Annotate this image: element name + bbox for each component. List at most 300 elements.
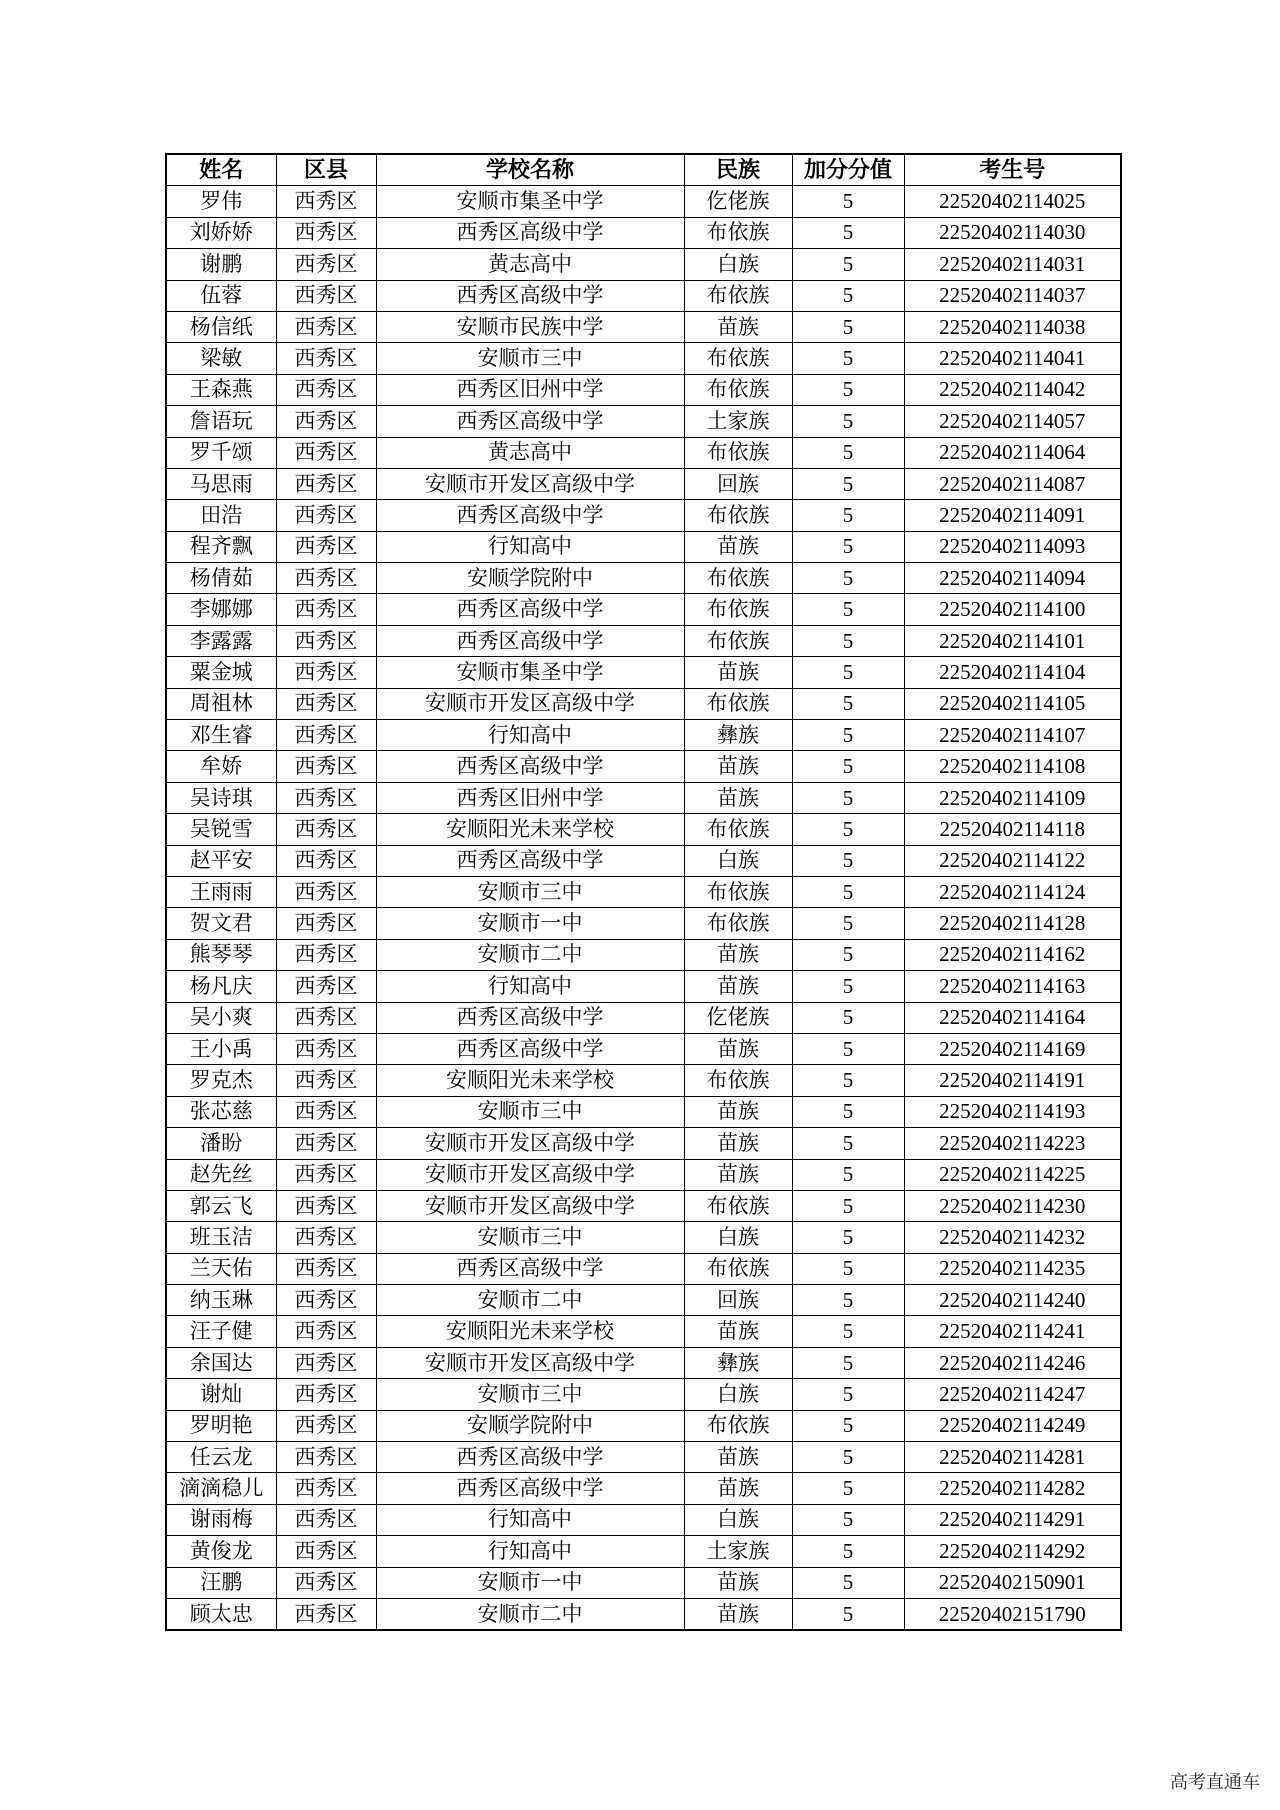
cell-bonus-points: 5 <box>792 531 904 562</box>
cell-school: 安顺阳光未来学校 <box>376 1316 684 1347</box>
table-row <box>166 1222 1121 1253</box>
cell-district: 西秀区 <box>276 688 376 719</box>
cell-name: 班玉洁 <box>166 1222 276 1253</box>
cell-school: 安顺市开发区高级中学 <box>376 1128 684 1159</box>
table-row <box>166 468 1121 499</box>
cell-bonus-points: 5 <box>792 280 904 311</box>
cell-exam-number: 22520402114169 <box>904 1033 1121 1064</box>
table-row <box>166 500 1121 531</box>
table-row <box>166 688 1121 719</box>
cell-ethnicity: 布依族 <box>684 1410 792 1441</box>
cell-name: 周祖林 <box>166 688 276 719</box>
table-row <box>166 1033 1121 1064</box>
cell-district: 西秀区 <box>276 939 376 970</box>
cell-ethnicity: 布依族 <box>684 563 792 594</box>
cell-school: 安顺学院附中 <box>376 563 684 594</box>
cell-bonus-points: 5 <box>792 1316 904 1347</box>
cell-ethnicity: 白族 <box>684 1222 792 1253</box>
cell-bonus-points: 5 <box>792 1002 904 1033</box>
table-row <box>166 1096 1121 1127</box>
table-row <box>166 1567 1121 1598</box>
cell-ethnicity: 布依族 <box>684 343 792 374</box>
cell-exam-number: 22520402114109 <box>904 782 1121 813</box>
cell-name: 谢鹏 <box>166 249 276 280</box>
cell-bonus-points: 5 <box>792 814 904 845</box>
cell-name: 任云龙 <box>166 1442 276 1473</box>
cell-name: 熊琴琴 <box>166 939 276 970</box>
table-row <box>166 908 1121 939</box>
cell-ethnicity: 布依族 <box>684 280 792 311</box>
cell-ethnicity: 布依族 <box>684 437 792 468</box>
cell-bonus-points: 5 <box>792 1190 904 1221</box>
cell-name: 滴滴稳儿 <box>166 1473 276 1504</box>
cell-ethnicity: 布依族 <box>684 908 792 939</box>
table-row <box>166 876 1121 907</box>
cell-district: 西秀区 <box>276 845 376 876</box>
cell-school: 安顺市开发区高级中学 <box>376 1190 684 1221</box>
cell-bonus-points: 5 <box>792 720 904 751</box>
cell-ethnicity: 苗族 <box>684 657 792 688</box>
cell-district: 西秀区 <box>276 468 376 499</box>
header-district: 区县 <box>276 154 376 186</box>
cell-district: 西秀区 <box>276 437 376 468</box>
cell-bonus-points: 5 <box>792 1253 904 1284</box>
table-row <box>166 1285 1121 1316</box>
cell-bonus-points: 5 <box>792 468 904 499</box>
cell-ethnicity: 苗族 <box>684 971 792 1002</box>
header-ethnicity: 民族 <box>684 154 792 186</box>
cell-exam-number: 22520402114247 <box>904 1379 1121 1410</box>
cell-ethnicity: 白族 <box>684 249 792 280</box>
cell-district: 西秀区 <box>276 311 376 342</box>
cell-exam-number: 22520402114292 <box>904 1536 1121 1567</box>
cell-district: 西秀区 <box>276 343 376 374</box>
table-row <box>166 1536 1121 1567</box>
cell-district: 西秀区 <box>276 625 376 656</box>
cell-bonus-points: 5 <box>792 751 904 782</box>
cell-school: 行知高中 <box>376 1504 684 1535</box>
cell-ethnicity: 苗族 <box>684 1598 792 1630</box>
cell-school: 安顺市二中 <box>376 1285 684 1316</box>
cell-bonus-points: 5 <box>792 249 904 280</box>
table-row <box>166 1410 1121 1441</box>
cell-ethnicity: 苗族 <box>684 939 792 970</box>
header-name: 姓名 <box>166 154 276 186</box>
cell-ethnicity: 回族 <box>684 468 792 499</box>
cell-exam-number: 22520402114087 <box>904 468 1121 499</box>
cell-bonus-points: 5 <box>792 311 904 342</box>
cell-name: 谢灿 <box>166 1379 276 1410</box>
cell-bonus-points: 5 <box>792 908 904 939</box>
cell-exam-number: 22520402114223 <box>904 1128 1121 1159</box>
cell-name: 杨凡庆 <box>166 971 276 1002</box>
cell-school: 西秀区高级中学 <box>376 845 684 876</box>
cell-school: 西秀区旧州中学 <box>376 782 684 813</box>
cell-school: 西秀区高级中学 <box>376 1442 684 1473</box>
header-bonus-points: 加分分值 <box>792 154 904 186</box>
table-row <box>166 751 1121 782</box>
cell-ethnicity: 苗族 <box>684 1128 792 1159</box>
cell-exam-number: 22520402114042 <box>904 374 1121 405</box>
table-row <box>166 531 1121 562</box>
cell-exam-number: 22520402114246 <box>904 1347 1121 1378</box>
cell-bonus-points: 5 <box>792 1598 904 1630</box>
table-row <box>166 1316 1121 1347</box>
cell-name: 罗明艳 <box>166 1410 276 1441</box>
cell-school: 黄志高中 <box>376 249 684 280</box>
table-row <box>166 406 1121 437</box>
table-row <box>166 563 1121 594</box>
cell-name: 杨信纸 <box>166 311 276 342</box>
cell-school: 安顺市二中 <box>376 939 684 970</box>
cell-district: 西秀区 <box>276 406 376 437</box>
table-row <box>166 845 1121 876</box>
cell-name: 罗克杰 <box>166 1065 276 1096</box>
cell-name: 贺文君 <box>166 908 276 939</box>
table-row <box>166 1002 1121 1033</box>
cell-name: 牟娇 <box>166 751 276 782</box>
cell-district: 西秀区 <box>276 217 376 248</box>
cell-school: 行知高中 <box>376 531 684 562</box>
cell-school: 西秀区高级中学 <box>376 500 684 531</box>
cell-name: 王小禹 <box>166 1033 276 1064</box>
cell-exam-number: 22520402114025 <box>904 186 1121 217</box>
cell-ethnicity: 彝族 <box>684 1347 792 1378</box>
cell-exam-number: 22520402114240 <box>904 1285 1121 1316</box>
cell-exam-number: 22520402114100 <box>904 594 1121 625</box>
cell-name: 潘盼 <box>166 1128 276 1159</box>
table-row <box>166 1065 1121 1096</box>
cell-name: 粟金城 <box>166 657 276 688</box>
cell-name: 赵平安 <box>166 845 276 876</box>
cell-bonus-points: 5 <box>792 1410 904 1441</box>
cell-ethnicity: 布依族 <box>684 500 792 531</box>
cell-school: 行知高中 <box>376 1536 684 1567</box>
cell-ethnicity: 布依族 <box>684 876 792 907</box>
cell-school: 安顺阳光未来学校 <box>376 814 684 845</box>
cell-bonus-points: 5 <box>792 594 904 625</box>
cell-name: 谢雨梅 <box>166 1504 276 1535</box>
table-row <box>166 782 1121 813</box>
cell-name: 纳玉琳 <box>166 1285 276 1316</box>
cell-exam-number: 22520402114235 <box>904 1253 1121 1284</box>
table-row <box>166 939 1121 970</box>
cell-exam-number: 22520402151790 <box>904 1598 1121 1630</box>
cell-school: 安顺市三中 <box>376 1379 684 1410</box>
cell-bonus-points: 5 <box>792 500 904 531</box>
cell-name: 詹语玩 <box>166 406 276 437</box>
table-row <box>166 374 1121 405</box>
table-row <box>166 971 1121 1002</box>
cell-name: 王雨雨 <box>166 876 276 907</box>
cell-exam-number: 22520402114291 <box>904 1504 1121 1535</box>
cell-exam-number: 22520402114093 <box>904 531 1121 562</box>
header-row <box>166 154 1121 186</box>
cell-name: 吴诗琪 <box>166 782 276 813</box>
cell-ethnicity: 回族 <box>684 1285 792 1316</box>
cell-name: 汪鹏 <box>166 1567 276 1598</box>
cell-ethnicity: 苗族 <box>684 1159 792 1190</box>
cell-district: 西秀区 <box>276 374 376 405</box>
cell-district: 西秀区 <box>276 1033 376 1064</box>
cell-exam-number: 22520402114232 <box>904 1222 1121 1253</box>
cell-district: 西秀区 <box>276 782 376 813</box>
cell-name: 赵先丝 <box>166 1159 276 1190</box>
cell-school: 西秀区旧州中学 <box>376 374 684 405</box>
cell-name: 顾太忠 <box>166 1598 276 1630</box>
cell-school: 西秀区高级中学 <box>376 1253 684 1284</box>
cell-exam-number: 22520402114163 <box>904 971 1121 1002</box>
cell-school: 安顺市集圣中学 <box>376 657 684 688</box>
cell-exam-number: 22520402150901 <box>904 1567 1121 1598</box>
table-row <box>166 657 1121 688</box>
table-row <box>166 249 1121 280</box>
cell-bonus-points: 5 <box>792 1536 904 1567</box>
cell-district: 西秀区 <box>276 720 376 751</box>
cell-exam-number: 22520402114038 <box>904 311 1121 342</box>
cell-bonus-points: 5 <box>792 343 904 374</box>
cell-district: 西秀区 <box>276 1504 376 1535</box>
cell-bonus-points: 5 <box>792 657 904 688</box>
cell-name: 汪子健 <box>166 1316 276 1347</box>
cell-ethnicity: 布依族 <box>684 625 792 656</box>
cell-district: 西秀区 <box>276 1159 376 1190</box>
cell-name: 郭云飞 <box>166 1190 276 1221</box>
cell-district: 西秀区 <box>276 1442 376 1473</box>
cell-district: 西秀区 <box>276 657 376 688</box>
cell-ethnicity: 白族 <box>684 845 792 876</box>
cell-ethnicity: 布依族 <box>684 1190 792 1221</box>
table-row <box>166 1442 1121 1473</box>
cell-bonus-points: 5 <box>792 374 904 405</box>
cell-school: 安顺市开发区高级中学 <box>376 1347 684 1378</box>
cell-district: 西秀区 <box>276 1096 376 1127</box>
cell-school: 西秀区高级中学 <box>376 751 684 782</box>
cell-exam-number: 22520402114104 <box>904 657 1121 688</box>
cell-name: 王森燕 <box>166 374 276 405</box>
cell-exam-number: 22520402114105 <box>904 688 1121 719</box>
cell-bonus-points: 5 <box>792 1096 904 1127</box>
cell-ethnicity: 苗族 <box>684 1567 792 1598</box>
cell-ethnicity: 布依族 <box>684 1065 792 1096</box>
cell-exam-number: 22520402114094 <box>904 563 1121 594</box>
cell-name: 罗伟 <box>166 186 276 217</box>
cell-ethnicity: 苗族 <box>684 782 792 813</box>
watermark-text: 高考直通车 <box>1170 1772 1260 1793</box>
cell-bonus-points: 5 <box>792 688 904 719</box>
cell-exam-number: 22520402114091 <box>904 500 1121 531</box>
cell-ethnicity: 布依族 <box>684 1253 792 1284</box>
cell-district: 西秀区 <box>276 814 376 845</box>
table-row <box>166 1504 1121 1535</box>
cell-ethnicity: 仡佬族 <box>684 1002 792 1033</box>
cell-school: 安顺市三中 <box>376 1096 684 1127</box>
cell-ethnicity: 苗族 <box>684 1096 792 1127</box>
cell-ethnicity: 苗族 <box>684 751 792 782</box>
cell-name: 吴锐雪 <box>166 814 276 845</box>
cell-school: 西秀区高级中学 <box>376 1033 684 1064</box>
cell-ethnicity: 布依族 <box>684 688 792 719</box>
cell-ethnicity: 白族 <box>684 1379 792 1410</box>
cell-district: 西秀区 <box>276 876 376 907</box>
cell-exam-number: 22520402114241 <box>904 1316 1121 1347</box>
cell-school: 西秀区高级中学 <box>376 280 684 311</box>
cell-name: 吴小爽 <box>166 1002 276 1033</box>
cell-school: 安顺市开发区高级中学 <box>376 688 684 719</box>
table-row <box>166 280 1121 311</box>
cell-district: 西秀区 <box>276 500 376 531</box>
cell-ethnicity: 布依族 <box>684 594 792 625</box>
cell-exam-number: 22520402114057 <box>904 406 1121 437</box>
cell-ethnicity: 苗族 <box>684 1316 792 1347</box>
cell-exam-number: 22520402114230 <box>904 1190 1121 1221</box>
cell-ethnicity: 苗族 <box>684 1473 792 1504</box>
table-row <box>166 1159 1121 1190</box>
cell-exam-number: 22520402114249 <box>904 1410 1121 1441</box>
score-bonus-table <box>165 153 1122 1631</box>
table-row <box>166 186 1121 217</box>
table-row <box>166 217 1121 248</box>
cell-exam-number: 22520402114225 <box>904 1159 1121 1190</box>
cell-exam-number: 22520402114101 <box>904 625 1121 656</box>
cell-district: 西秀区 <box>276 1410 376 1441</box>
cell-district: 西秀区 <box>276 1473 376 1504</box>
cell-exam-number: 22520402114191 <box>904 1065 1121 1096</box>
cell-school: 西秀区高级中学 <box>376 594 684 625</box>
cell-name: 张芯慈 <box>166 1096 276 1127</box>
cell-bonus-points: 5 <box>792 625 904 656</box>
header-school: 学校名称 <box>376 154 684 186</box>
cell-bonus-points: 5 <box>792 1347 904 1378</box>
cell-exam-number: 22520402114128 <box>904 908 1121 939</box>
cell-ethnicity: 布依族 <box>684 374 792 405</box>
cell-district: 西秀区 <box>276 594 376 625</box>
cell-school: 黄志高中 <box>376 437 684 468</box>
cell-ethnicity: 白族 <box>684 1504 792 1535</box>
table-row <box>166 625 1121 656</box>
cell-school: 安顺市三中 <box>376 876 684 907</box>
table-row <box>166 720 1121 751</box>
cell-district: 西秀区 <box>276 1347 376 1378</box>
cell-ethnicity: 苗族 <box>684 311 792 342</box>
cell-ethnicity: 苗族 <box>684 1442 792 1473</box>
cell-bonus-points: 5 <box>792 1128 904 1159</box>
cell-name: 黄俊龙 <box>166 1536 276 1567</box>
cell-bonus-points: 5 <box>792 971 904 1002</box>
cell-bonus-points: 5 <box>792 939 904 970</box>
cell-name: 李露露 <box>166 625 276 656</box>
table-row <box>166 1128 1121 1159</box>
cell-ethnicity: 仡佬族 <box>684 186 792 217</box>
header-exam-number: 考生号 <box>904 154 1121 186</box>
cell-district: 西秀区 <box>276 563 376 594</box>
cell-exam-number: 22520402114107 <box>904 720 1121 751</box>
cell-bonus-points: 5 <box>792 1033 904 1064</box>
cell-district: 西秀区 <box>276 1065 376 1096</box>
cell-ethnicity: 彝族 <box>684 720 792 751</box>
cell-exam-number: 22520402114037 <box>904 280 1121 311</box>
cell-district: 西秀区 <box>276 1567 376 1598</box>
cell-school: 安顺市民族中学 <box>376 311 684 342</box>
cell-bonus-points: 5 <box>792 782 904 813</box>
cell-exam-number: 22520402114064 <box>904 437 1121 468</box>
cell-school: 安顺市二中 <box>376 1598 684 1630</box>
cell-district: 西秀区 <box>276 1002 376 1033</box>
table-row <box>166 343 1121 374</box>
cell-name: 马思雨 <box>166 468 276 499</box>
table-header <box>166 154 1121 186</box>
cell-school: 安顺市开发区高级中学 <box>376 468 684 499</box>
table-row <box>166 1347 1121 1378</box>
cell-school: 安顺学院附中 <box>376 1410 684 1441</box>
cell-bonus-points: 5 <box>792 1065 904 1096</box>
cell-district: 西秀区 <box>276 1190 376 1221</box>
cell-name: 余国达 <box>166 1347 276 1378</box>
cell-name: 罗千颂 <box>166 437 276 468</box>
cell-district: 西秀区 <box>276 908 376 939</box>
cell-name: 兰天佑 <box>166 1253 276 1284</box>
cell-bonus-points: 5 <box>792 1567 904 1598</box>
cell-district: 西秀区 <box>276 1598 376 1630</box>
cell-name: 梁敏 <box>166 343 276 374</box>
table-row <box>166 1190 1121 1221</box>
cell-bonus-points: 5 <box>792 1222 904 1253</box>
cell-bonus-points: 5 <box>792 437 904 468</box>
cell-district: 西秀区 <box>276 1379 376 1410</box>
cell-name: 田浩 <box>166 500 276 531</box>
cell-district: 西秀区 <box>276 1253 376 1284</box>
cell-school: 行知高中 <box>376 720 684 751</box>
cell-district: 西秀区 <box>276 971 376 1002</box>
cell-exam-number: 22520402114041 <box>904 343 1121 374</box>
table-row <box>166 1598 1121 1630</box>
table-row <box>166 1253 1121 1284</box>
cell-school: 西秀区高级中学 <box>376 625 684 656</box>
table-row <box>166 311 1121 342</box>
table-row <box>166 594 1121 625</box>
cell-exam-number: 22520402114122 <box>904 845 1121 876</box>
cell-bonus-points: 5 <box>792 186 904 217</box>
table-body <box>166 186 1121 1630</box>
cell-bonus-points: 5 <box>792 1504 904 1535</box>
cell-exam-number: 22520402114282 <box>904 1473 1121 1504</box>
cell-school: 安顺阳光未来学校 <box>376 1065 684 1096</box>
cell-bonus-points: 5 <box>792 1159 904 1190</box>
cell-name: 刘娇娇 <box>166 217 276 248</box>
cell-district: 西秀区 <box>276 249 376 280</box>
cell-exam-number: 22520402114281 <box>904 1442 1121 1473</box>
cell-school: 西秀区高级中学 <box>376 1002 684 1033</box>
cell-school: 西秀区高级中学 <box>376 217 684 248</box>
cell-district: 西秀区 <box>276 1536 376 1567</box>
table-row <box>166 814 1121 845</box>
cell-school: 行知高中 <box>376 971 684 1002</box>
cell-bonus-points: 5 <box>792 1379 904 1410</box>
cell-exam-number: 22520402114031 <box>904 249 1121 280</box>
cell-district: 西秀区 <box>276 186 376 217</box>
cell-ethnicity: 苗族 <box>684 531 792 562</box>
cell-name: 邓生睿 <box>166 720 276 751</box>
table-row <box>166 437 1121 468</box>
cell-name: 伍蓉 <box>166 280 276 311</box>
cell-name: 程齐飘 <box>166 531 276 562</box>
cell-bonus-points: 5 <box>792 845 904 876</box>
cell-school: 安顺市三中 <box>376 343 684 374</box>
cell-exam-number: 22520402114164 <box>904 1002 1121 1033</box>
cell-name: 李娜娜 <box>166 594 276 625</box>
cell-exam-number: 22520402114162 <box>904 939 1121 970</box>
cell-bonus-points: 5 <box>792 217 904 248</box>
